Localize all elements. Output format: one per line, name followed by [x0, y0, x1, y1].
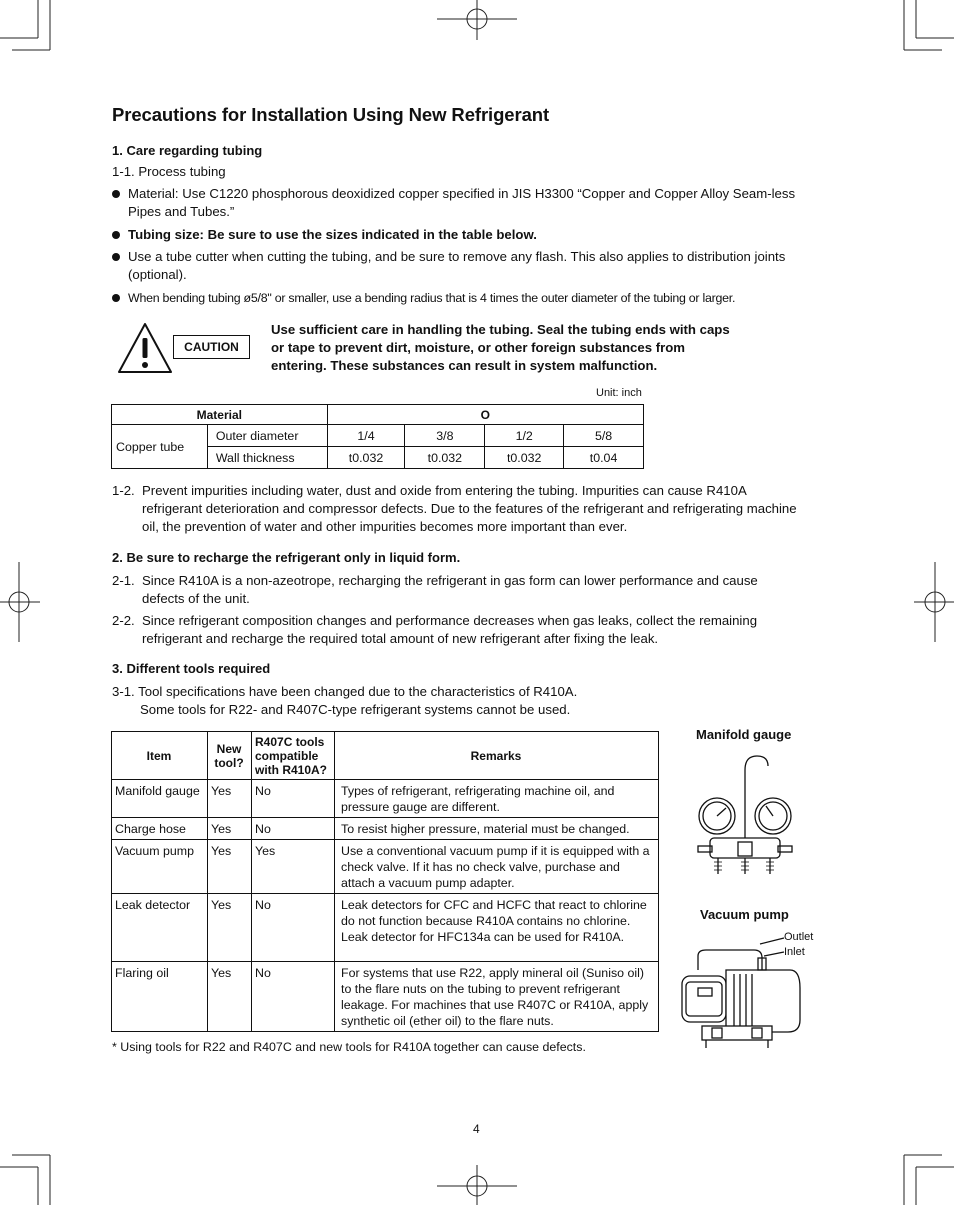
item-cell: Vacuum pump [112, 840, 208, 894]
outer-cell: 5/8 [564, 425, 644, 447]
bullet-bending: When bending tubing ø5/8" or smaller, use a bending radius that is 4 times the outer diameter of the tubing or larger. [112, 289, 832, 307]
compat-cell: No [252, 962, 335, 1032]
unit-note: Unit: inch [596, 387, 642, 399]
compat-cell: Yes [252, 840, 335, 894]
paragraph-1-2: 1-2. Prevent impurities including water, dust and oxide from entering the tubing. Impurities can cause R410A refrigerant deterioration and compressor defects. Due to the features of the refrigerant and refrigerating machine oil, the prevention of water and other impurities becomes more important than ever. [112, 483, 797, 534]
row-label-copper-tube: Copper tube [112, 425, 208, 469]
section-1-1-subheading: 1-1. Process tubing [112, 164, 226, 179]
compat-cell: No [252, 780, 335, 818]
paragraph-2-1: 2-1. Since R410A is a non-azeotrope, recharging the refrigerant in gas form can lower performance and cause defects of the unit. [112, 573, 758, 606]
vacuum-pump-illustration [676, 930, 806, 1052]
remarks-cell: Use a conventional vacuum pump if it is equipped with a check valve. If it has no check valve, purchase and attach a vacuum pump adapter. [335, 840, 659, 894]
table-row [112, 962, 659, 1032]
section-1-heading: 1. Care regarding tubing [112, 143, 263, 158]
remarks-cell: For systems that use R22, apply mineral oil (Suniso oil) to the flare nuts on the tubing to prevent refrigerant leakage. For machines that use R407C or R410A, apply synthetic oil (ether oil) to the flare nuts. [335, 962, 659, 1032]
inlet-label: Inlet [784, 946, 805, 958]
item-cell: Leak detector [112, 894, 208, 962]
tubing-size-table [111, 404, 644, 469]
compat-cell: No [252, 818, 335, 840]
table-header-row [112, 732, 659, 780]
item-cell: Flaring oil [112, 962, 208, 1032]
table-row [112, 818, 659, 840]
header-o: O [327, 405, 643, 425]
new-tool-cell: Yes [208, 962, 252, 1032]
paragraph-3-1-cont: Some tools for R22- and R407C-type refrigerant systems cannot be used. [140, 702, 571, 717]
paragraph-2-2: 2-2. Since refrigerant composition changes and performance decreases when gas leaks, collect the remaining refrigerant and recharge the required total amount of new refrigerant after fixing the leak. [112, 613, 758, 646]
wall-cell: t0.04 [564, 447, 644, 469]
header-compatible: R407C tools compatible with R410A? [252, 732, 335, 780]
label-outer-diameter: Outer diameter [207, 425, 327, 447]
table-header-row [112, 405, 644, 425]
bullet-dot [112, 190, 120, 198]
item-cell: Charge hose [112, 818, 208, 840]
manifold-gauge-caption: Manifold gauge [696, 727, 792, 742]
caution-label: CAUTION [173, 335, 250, 359]
remarks-cell: Leak detectors for CFC and HCFC that react to chlorine do not function because R410A contains no chlorine. Leak detector for HFC134a can be used for R410A. [335, 894, 659, 962]
outlet-label: Outlet [784, 931, 814, 943]
section-2-heading: 2. Be sure to recharge the refrigerant only in liquid form. [112, 550, 461, 565]
header-new-tool: New tool? [208, 732, 252, 780]
wall-cell: t0.032 [327, 447, 405, 469]
outer-cell: 3/8 [405, 425, 485, 447]
footnote: * Using tools for R22 and R407C and new tools for R410A together can cause defects. [112, 1040, 586, 1054]
new-tool-cell: Yes [208, 894, 252, 962]
compat-cell: No [252, 894, 335, 962]
page-number: 4 [473, 1122, 480, 1136]
new-tool-cell: Yes [208, 780, 252, 818]
table-row [112, 425, 644, 447]
header-remarks: Remarks [335, 732, 659, 780]
vacuum-pump-caption: Vacuum pump [700, 907, 789, 922]
outer-cell: 1/2 [485, 425, 564, 447]
wall-cell: t0.032 [405, 447, 485, 469]
outer-cell: 1/4 [327, 425, 405, 447]
paragraph-3-1: 3-1. Tool specifications have been changed due to the characteristics of R410A. [112, 684, 578, 699]
bullet-tube-cutter: Use a tube cutter when cutting the tubing, and be sure to remove any flash. This also applies to distribution joints (optional). [112, 248, 812, 284]
bullet-dot [112, 231, 120, 239]
header-item: Item [112, 732, 208, 780]
bullet-dot [112, 253, 120, 261]
wall-cell: t0.032 [485, 447, 564, 469]
tools-table [111, 731, 659, 1032]
remarks-cell: Types of refrigerant, refrigerating machine oil, and pressure gauge are different. [335, 780, 659, 818]
bullet-dot [112, 294, 120, 302]
item-cell: Manifold gauge [112, 780, 208, 818]
section-3-heading: 3. Different tools required [112, 661, 271, 676]
manifold-gauge-illustration [690, 750, 800, 880]
page-title: Precautions for Installation Using New Refrigerant [112, 104, 550, 125]
new-tool-cell: Yes [208, 840, 252, 894]
caution-text: Use sufficient care in handling the tubing. Seal the tubing ends with caps or tape to prevent dirt, moisture, or other foreign substances from entering. These substances can result in system malfunction. [271, 322, 730, 373]
new-tool-cell: Yes [208, 818, 252, 840]
label-wall-thickness: Wall thickness [207, 447, 327, 469]
table-row [112, 840, 659, 894]
remarks-cell: To resist higher pressure, material must be changed. [335, 818, 659, 840]
header-material: Material [112, 405, 328, 425]
warning-triangle-icon [117, 322, 173, 374]
bullet-tubing-size: Tubing size: Be sure to use the sizes indicated in the table below. [112, 226, 812, 244]
bullet-material: Material: Use C1220 phosphorous deoxidized copper specified in JIS H3300 “Copper and Copper Alloy Seam-less Pipes and Tubes.” [112, 185, 812, 221]
table-row [112, 780, 659, 818]
table-row [112, 894, 659, 962]
